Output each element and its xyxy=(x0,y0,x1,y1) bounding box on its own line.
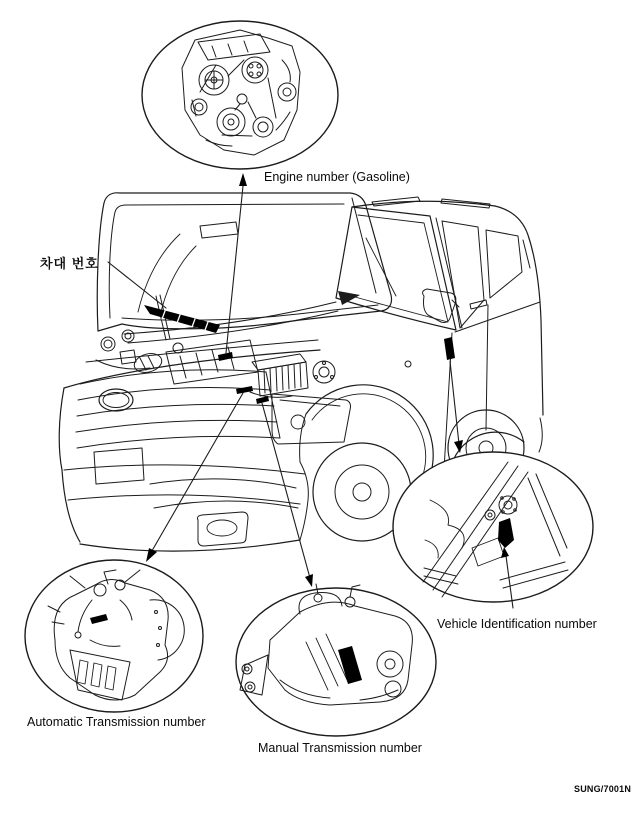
front-end-drawing xyxy=(59,350,350,551)
automatic-transmission-label: Automatic Transmission number xyxy=(27,715,206,729)
manual-transmission-callout xyxy=(236,584,436,736)
automatic-transmission-callout xyxy=(25,560,203,712)
manual-transmission-label: Manual Transmission number xyxy=(258,741,422,755)
engine-number-label: Engine number (Gasoline) xyxy=(264,170,410,184)
automatic-transmission-mark xyxy=(146,386,253,562)
vin-callout xyxy=(393,452,593,608)
vin-plate-mark xyxy=(444,337,463,453)
engine-callout xyxy=(142,21,338,169)
vin-label: Vehicle Identification number xyxy=(437,617,597,631)
chassis-number-label: 차대 번호 xyxy=(40,256,99,271)
hood-open-drawing xyxy=(97,193,391,340)
chassis-number-mark xyxy=(108,262,220,333)
figure-code: SUNG/7001N xyxy=(574,784,632,794)
